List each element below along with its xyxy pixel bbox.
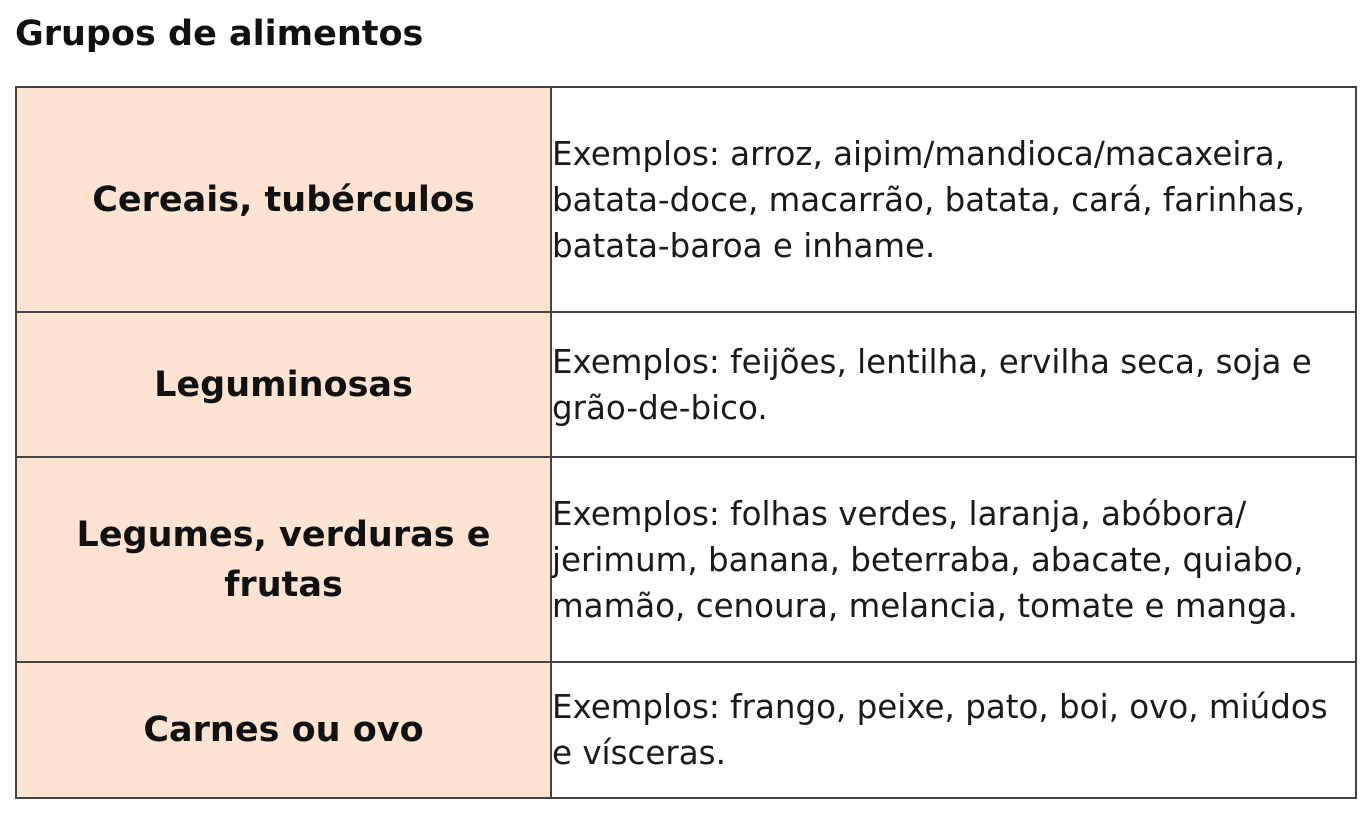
group-name-cell: Leguminosas (16, 312, 551, 457)
group-examples-cell: Exemplos: folhas verdes, laranja, abóbora/ jerimum, banana, beterraba, abacate, quiabo, mamão, cenoura, melancia, tomate e manga. (551, 457, 1356, 662)
group-examples-cell: Exemplos: feijões, lentilha, ervilha seca, soja e grão-de-bico. (551, 312, 1356, 457)
group-name-cell: Carnes ou ovo (16, 662, 551, 798)
table-row (16, 87, 1356, 312)
group-examples-cell: Exemplos: frango, peixe, pato, boi, ovo, miúdos e vísceras. (551, 662, 1356, 798)
group-examples-cell: Exemplos: arroz, aipim/mandioca/macaxeira, batata-doce, macarrão, batata, cará, farinhas, batata-baroa e inhame. (551, 87, 1356, 312)
table-row (16, 457, 1356, 662)
page-title: Grupos de alimentos (15, 14, 424, 54)
table-row (16, 312, 1356, 457)
group-name-cell: Cereais, tubérculos (16, 87, 551, 312)
food-groups-table (15, 86, 1357, 799)
table-row (16, 662, 1356, 798)
group-name-cell: Legumes, verduras e frutas (16, 457, 551, 662)
